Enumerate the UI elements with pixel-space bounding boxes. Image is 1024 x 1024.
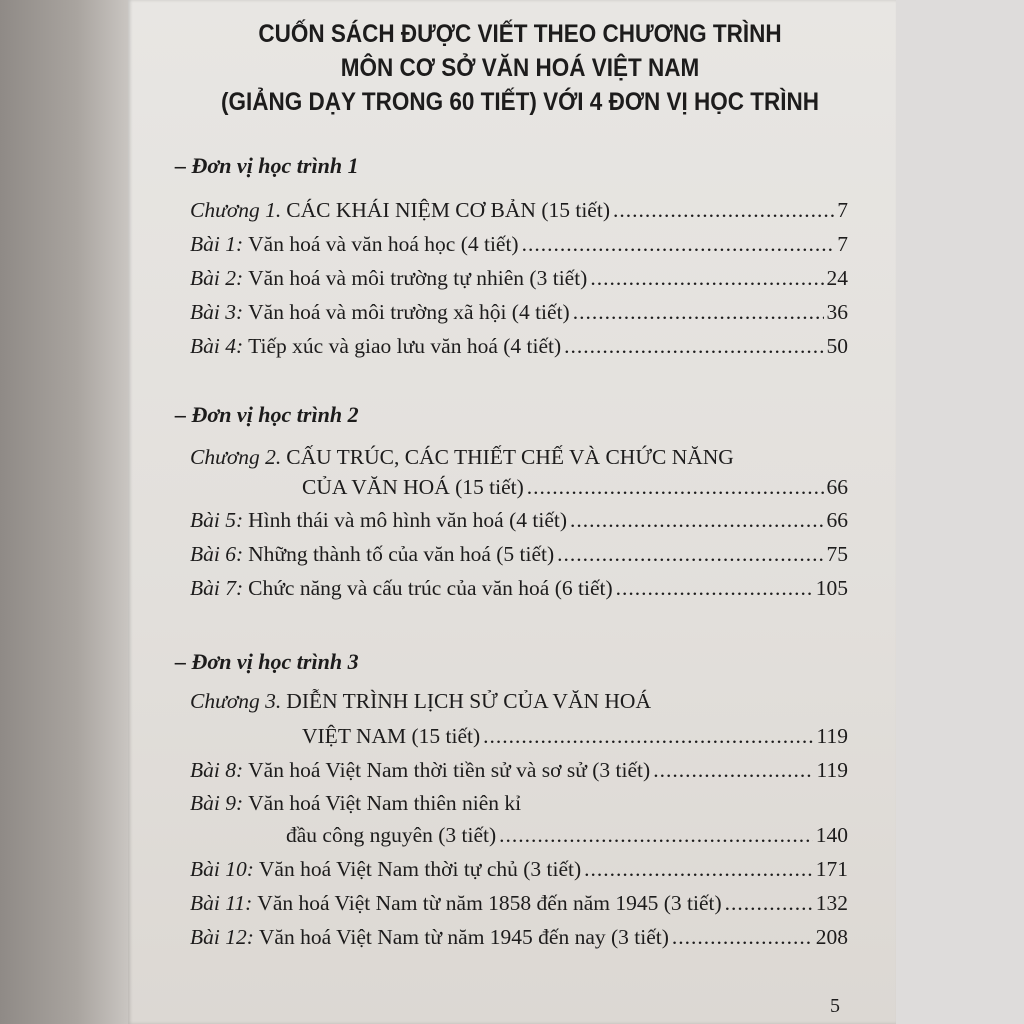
entry-page: 140 (815, 823, 848, 847)
entry-page: 36 (826, 300, 848, 324)
entry-title-cont: đầu công nguyên (3 tiết) (286, 823, 497, 847)
entry-title: CẤU TRÚC, CÁC THIẾT CHẾ VÀ CHỨC NĂNG (286, 445, 734, 469)
dot-leader (613, 198, 834, 223)
dot-leader (570, 508, 823, 533)
entry-prefix: Bài 4: (190, 334, 244, 358)
entry-prefix: Bài 7: (190, 576, 244, 600)
dot-leader (616, 576, 813, 601)
heading-line-2: MÔN CƠ SỞ VĂN HOÁ VIỆT NAM (340, 54, 700, 82)
entry-prefix: Bài 5: (190, 508, 244, 532)
dot-leader (522, 232, 835, 257)
entry-prefix: Bài 3: (190, 300, 244, 324)
entry-title: Văn hoá và văn hoá học (4 tiết) (248, 232, 519, 256)
dot-leader (653, 758, 813, 783)
entry-page: 171 (815, 857, 848, 881)
dot-leader (557, 542, 823, 567)
entry-title: CÁC KHÁI NIỆM CƠ BẢN (15 tiết) (286, 198, 610, 222)
entry-page: 7 (837, 232, 848, 256)
entry-title: Văn hoá Việt Nam thời tiền sử và sơ sử (3 tiết) (248, 758, 651, 782)
page-number: 5 (830, 995, 840, 1017)
unit-heading: – Đơn vị học trình 3 (175, 649, 359, 674)
entry-page: 208 (815, 925, 848, 949)
toc-entry (190, 198, 848, 223)
entry-page: 66 (826, 508, 848, 532)
dot-leader (527, 475, 824, 500)
dot-leader (573, 300, 824, 325)
toc-entry (190, 508, 848, 533)
dot-leader (725, 891, 813, 916)
entry-prefix: Bài 10: (190, 857, 254, 881)
dot-leader (584, 857, 813, 882)
entry-prefix: Bài 2: (190, 266, 244, 290)
toc-entry (190, 925, 848, 950)
dot-leader (672, 925, 813, 950)
entry-prefix: Chương 2. (190, 445, 282, 469)
entry-prefix: Bài 11: (190, 891, 253, 915)
toc-entry-continuation (302, 475, 848, 500)
heading-line-3: (GIẢNG DẠY TRONG 60 TIẾT) VỚI 4 ĐƠN VỊ HỌC TRÌNH (220, 88, 820, 116)
entry-page: 75 (826, 542, 848, 566)
dot-leader (499, 823, 813, 848)
toc-entry (190, 300, 848, 325)
entry-title: Tiếp xúc và giao lưu văn hoá (4 tiết) (248, 334, 562, 358)
toc-entry (190, 266, 848, 291)
entry-page: 119 (816, 724, 848, 748)
toc-entry (190, 857, 848, 882)
entry-prefix: Bài 9: (190, 791, 244, 815)
toc-entry (190, 758, 848, 783)
entry-title: Văn hoá Việt Nam từ năm 1858 đến năm 1945 (3 tiết) (257, 891, 722, 915)
toc-entry (190, 791, 848, 816)
entry-title-cont: CỦA VĂN HOÁ (15 tiết) (302, 475, 524, 499)
unit-heading: – Đơn vị học trình 2 (175, 402, 359, 427)
entry-prefix: Bài 8: (190, 758, 244, 782)
dot-leader (564, 334, 823, 359)
entry-title: Văn hoá Việt Nam từ năm 1945 đến nay (3 tiết) (258, 925, 669, 949)
entry-prefix: Bài 1: (190, 232, 244, 256)
entry-title: Văn hoá và môi trường tự nhiên (3 tiết) (248, 266, 588, 290)
entry-page: 50 (826, 334, 848, 358)
adjacent-page-edge (0, 0, 128, 1024)
toc-entry (190, 445, 848, 470)
heading-line-1: CUỐN SÁCH ĐƯỢC VIẾT THEO CHƯƠNG TRÌNH (258, 20, 782, 48)
entry-title: Văn hoá Việt Nam thời tự chủ (3 tiết) (258, 857, 582, 881)
toc-entry (190, 334, 848, 359)
entry-page: 66 (826, 475, 848, 499)
entry-title: Hình thái và mô hình văn hoá (4 tiết) (248, 508, 568, 532)
toc-entry (190, 576, 848, 601)
unit-heading: – Đơn vị học trình 1 (175, 153, 359, 178)
toc-entry (190, 891, 848, 916)
dot-leader (483, 724, 813, 749)
toc-entry (190, 232, 848, 257)
entry-title-cont: VIỆT NAM (15 tiết) (302, 724, 481, 748)
toc-entry (190, 542, 848, 567)
toc-entry (190, 689, 848, 714)
entry-prefix: Chương 1. (190, 198, 282, 222)
dot-leader (590, 266, 823, 291)
entry-page: 7 (837, 198, 848, 222)
toc-entry-continuation (302, 724, 848, 749)
entry-title: Chức năng và cấu trúc của văn hoá (6 tiết) (248, 576, 613, 600)
entry-page: 132 (815, 891, 848, 915)
background (896, 0, 1024, 1024)
entry-title: Những thành tố của văn hoá (5 tiết) (248, 542, 555, 566)
entry-page: 119 (816, 758, 848, 782)
entry-prefix: Bài 6: (190, 542, 244, 566)
entry-title: Văn hoá và môi trường xã hội (4 tiết) (248, 300, 570, 324)
toc-entry-continuation (286, 823, 848, 848)
entry-page: 24 (826, 266, 848, 290)
entry-prefix: Bài 12: (190, 925, 254, 949)
entry-prefix: Chương 3. (190, 689, 282, 713)
entry-title: Văn hoá Việt Nam thiên niên kỉ (248, 791, 522, 815)
entry-page: 105 (815, 576, 848, 600)
entry-title: DIỄN TRÌNH LỊCH SỬ CỦA VĂN HOÁ (286, 689, 651, 713)
